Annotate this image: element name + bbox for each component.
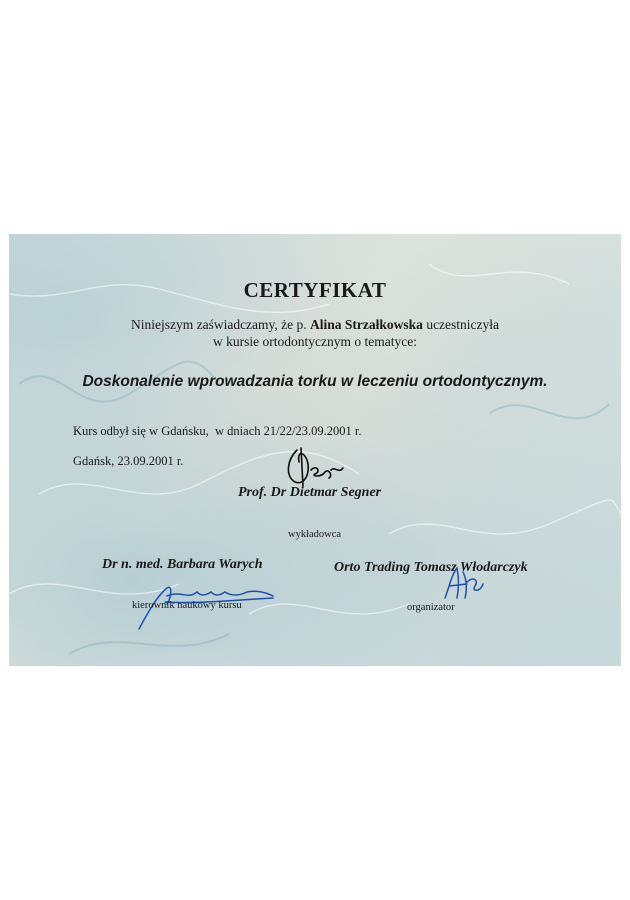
course-dates: w dniach 21/22/23.09.2001 r. — [215, 424, 362, 438]
intro-before-name: Niniejszym zaświadczamy, że p. — [130, 317, 307, 332]
certificate-title: CERTYFIKAT — [243, 278, 387, 302]
participant-name: Alina Strzałkowska — [310, 317, 423, 332]
course-info — [73, 424, 362, 439]
issue-date: Gdańsk, 23.09.2001 r. — [73, 454, 184, 468]
organizer-name: Orto Trading Tomasz Włodarczyk — [334, 560, 528, 575]
course-topic: Doskonalenie wprowadzania torku w leczeniu ortodontycznym. — [82, 373, 548, 390]
intro-line-2: w kursie ortodontycznym o tematyce: — [213, 334, 417, 349]
scientific-head-role: kierownik naukowy kursu — [132, 600, 242, 611]
certificate-paper — [9, 234, 621, 666]
scientific-head-name: Dr n. med. Barbara Warych — [102, 557, 263, 572]
organizer-signature — [437, 562, 487, 604]
intro-line — [9, 317, 621, 333]
lecturer-signature — [277, 442, 357, 490]
lecturer-role: wykładowca — [288, 529, 342, 540]
intro-after-name: uczestniczyła — [426, 317, 500, 332]
lecturer-name: Prof. Dr Dietmar Segner — [238, 485, 382, 500]
organizer-role: organizator — [407, 602, 455, 613]
course-place: Kurs odbył się w Gdańsku, — [73, 424, 209, 438]
